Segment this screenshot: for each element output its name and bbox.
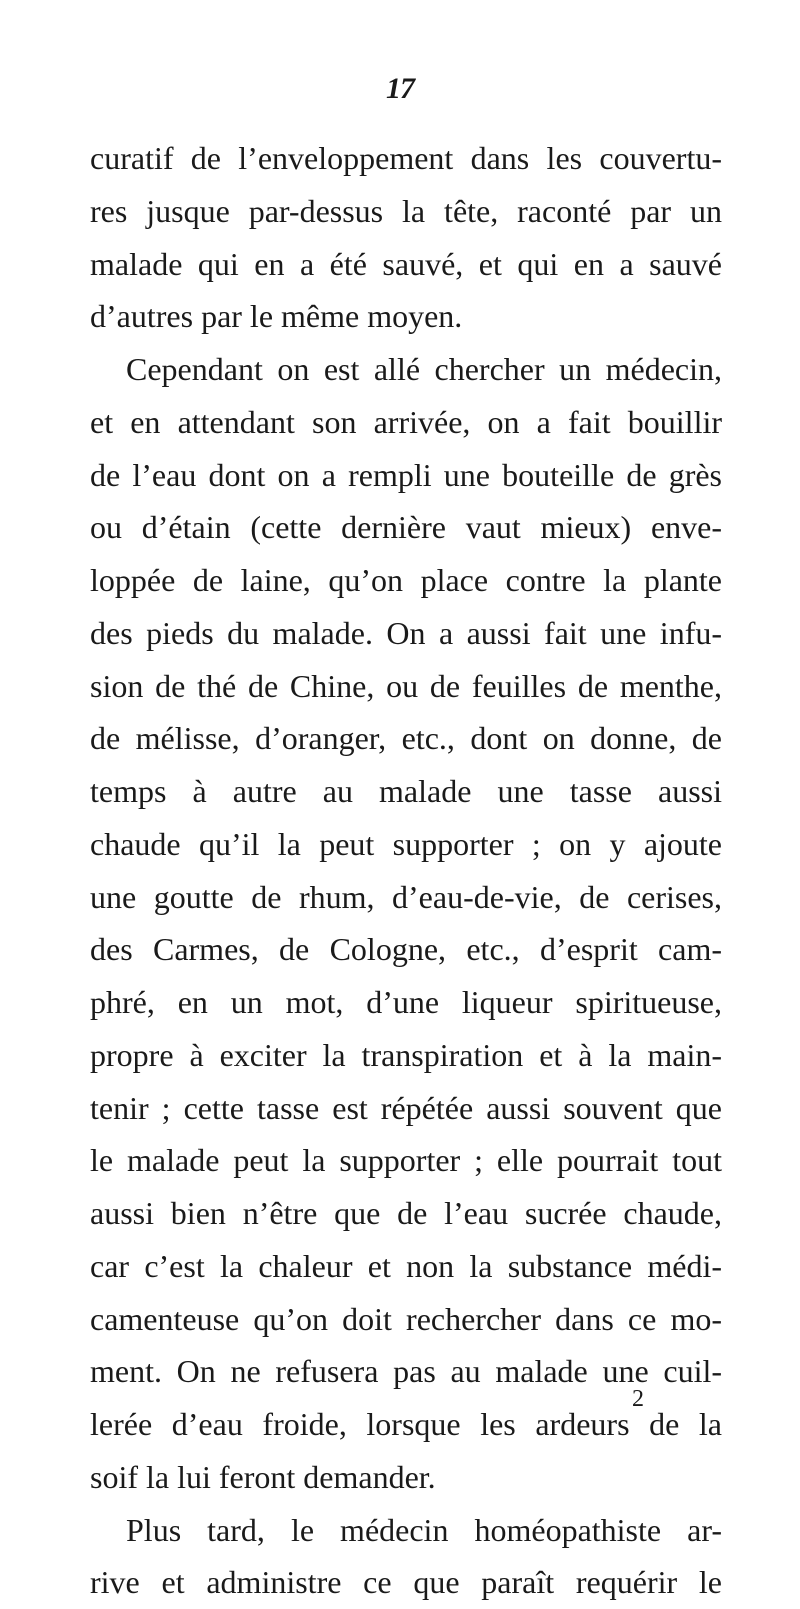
text-line: car c’est la chaleur et non la substance médi-: [90, 1247, 722, 1284]
text-line: de l’eau dont on a rempli une bouteille de grès: [90, 456, 722, 493]
text-line: aussi bien n’être que de l’eau sucrée chaude,: [90, 1195, 722, 1231]
text-line: rive et administre ce que paraît requérir le: [90, 1564, 722, 1601]
text-line: des pieds du malade. On a aussi fait une infu-: [90, 614, 722, 651]
text-line: Cependant on est allé chercher un médecin,: [126, 351, 722, 387]
text-line: soif la lui feront demander.: [90, 1458, 436, 1495]
text-line: res jusque par-dessus la tête, raconté par un: [90, 192, 722, 229]
text-line: phré, en un mot, d’une liqueur spiritueuse,: [90, 984, 722, 1020]
page-number: 17: [386, 72, 414, 105]
text-line: et en attendant son arrivée, on a fait bouillir: [90, 403, 722, 440]
text-line: une goutte de rhum, d’eau-de-vie, de cerises,: [90, 878, 722, 915]
text-line: propre à exciter la transpiration et à la main-: [90, 1036, 722, 1073]
text-line: malade qui en a été sauvé, et qui en a sauvé: [90, 245, 722, 282]
text-line: lerée d’eau froide, lorsque les ardeurs de la: [90, 1406, 722, 1442]
text-line: ou d’étain (cette dernière vaut mieux) enve-: [90, 509, 722, 546]
signature-mark: 2: [632, 1386, 645, 1412]
text-line: des Carmes, de Cologne, etc., d’esprit cam-: [90, 931, 722, 968]
text-line: temps à autre au malade une tasse aussi: [90, 773, 722, 809]
text-line: camenteuse qu’on doit rechercher dans ce mo-: [90, 1300, 722, 1337]
text-line: Plus tard, le médecin homéopathiste ar-: [126, 1511, 722, 1548]
text-line: de mélisse, d’oranger, etc., dont on donne, de: [90, 720, 722, 757]
text-line: le malade peut la supporter ; elle pourrait tout: [90, 1142, 722, 1179]
text-line: curatif de l’enveloppement dans les couvertu-: [90, 140, 722, 176]
text-line: tenir ; cette tasse est répétée aussi souvent que: [90, 1089, 722, 1126]
text-line: loppée de laine, qu’on place contre la plante: [90, 562, 722, 598]
body-text: [90, 132, 722, 1609]
text-line: sion de thé de Chine, ou de feuilles de menthe,: [90, 667, 722, 704]
text-line: d’autres par le même moyen.: [90, 298, 463, 335]
text-line: ment. On ne refusera pas au malade une cuil-: [90, 1353, 722, 1390]
text-line: chaude qu’il la peut supporter ; on y ajoute: [90, 825, 722, 862]
